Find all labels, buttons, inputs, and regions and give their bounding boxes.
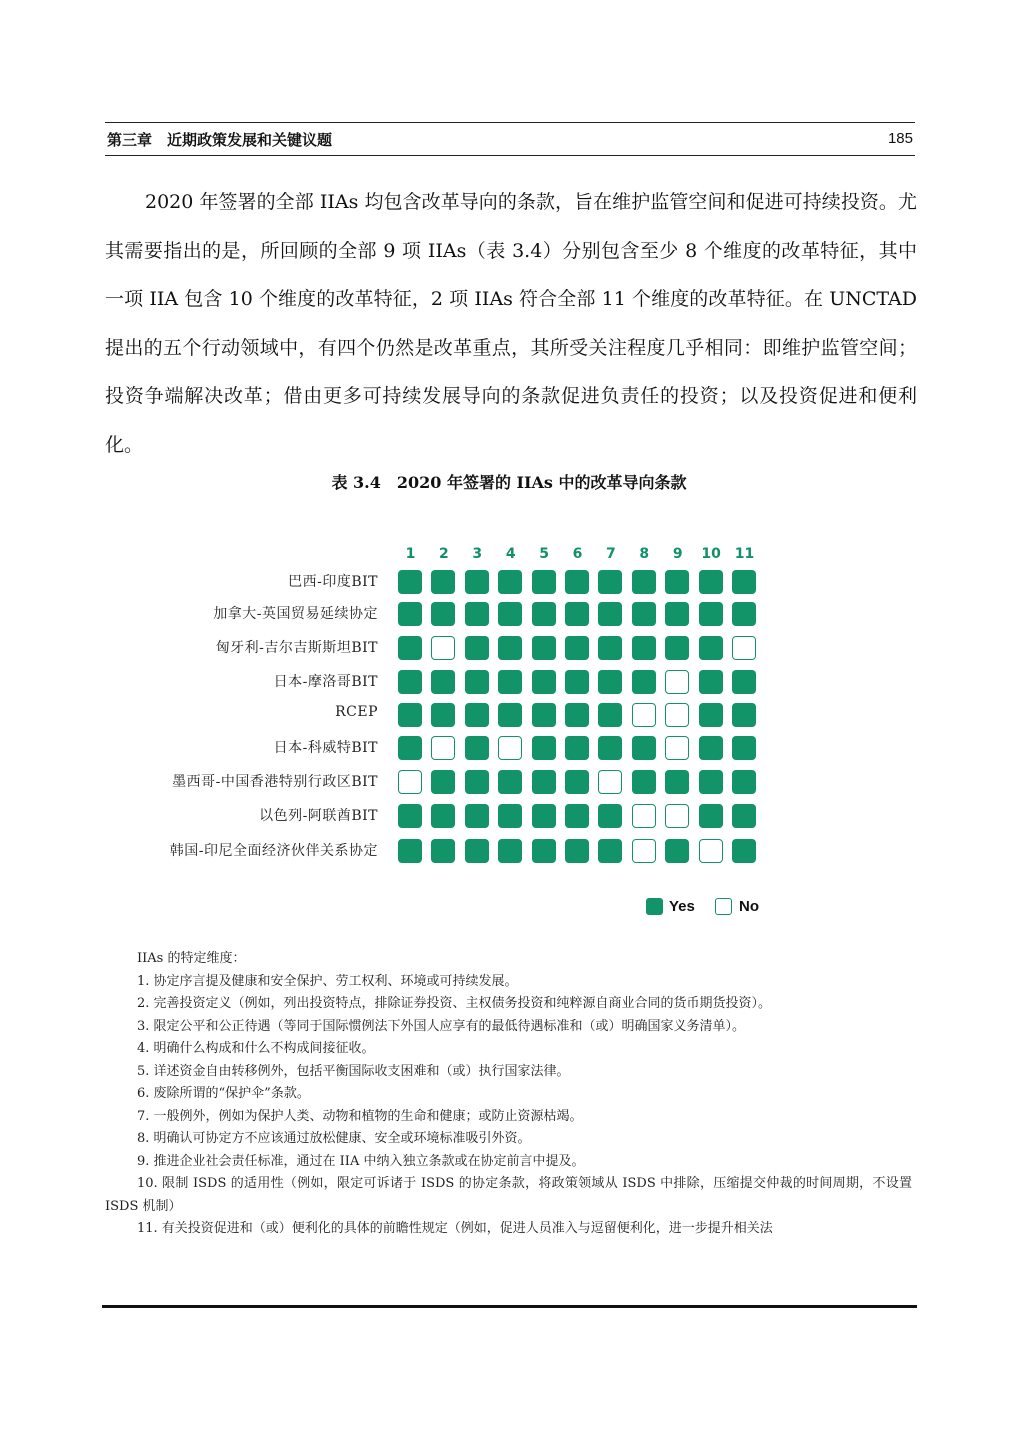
row-label: 巴西-印度BIT bbox=[288, 574, 378, 590]
row-label: 日本-摩洛哥BIT bbox=[273, 674, 378, 690]
cell-yes bbox=[532, 636, 556, 660]
cell-yes bbox=[665, 839, 689, 863]
cell-yes bbox=[532, 670, 556, 694]
column-number: 9 bbox=[672, 546, 683, 562]
note-item: 9. 推进企业社会责任标准，通过在 IIA 中纳入独立条款或在协定前言中提及。 bbox=[137, 1153, 585, 1169]
row-label: 墨西哥-中国香港特别行政区BIT bbox=[172, 774, 378, 790]
cell-yes bbox=[465, 839, 489, 863]
cell-yes bbox=[699, 804, 723, 828]
cell-no bbox=[598, 770, 622, 794]
cell-no bbox=[431, 736, 455, 760]
cell-yes bbox=[565, 736, 589, 760]
cell-yes bbox=[398, 636, 422, 660]
cell-yes bbox=[431, 602, 455, 626]
cell-no bbox=[431, 636, 455, 660]
cell-yes bbox=[565, 670, 589, 694]
notes-title: IIAs 的特定维度： bbox=[137, 951, 246, 966]
cell-yes bbox=[498, 804, 522, 828]
note-item: 2. 完善投资定义（例如，列出投资特点，排除证券投资、主权债务投资和纯粹源自商业合同的货币期货投资）。 bbox=[137, 996, 772, 1011]
legend-no-swatch bbox=[715, 898, 732, 915]
row-label: RCEP bbox=[335, 704, 378, 720]
cell-yes bbox=[465, 636, 489, 660]
cell-yes bbox=[431, 839, 455, 863]
cell-yes bbox=[598, 703, 622, 727]
cell-yes bbox=[431, 703, 455, 727]
cell-no bbox=[699, 839, 723, 863]
note-item: 4. 明确什么构成和什么不构成间接征收。 bbox=[137, 1041, 375, 1056]
page-number: 185 bbox=[887, 130, 913, 147]
column-number: 11 bbox=[734, 546, 755, 562]
cell-yes bbox=[498, 770, 522, 794]
cell-yes bbox=[465, 670, 489, 694]
cell-yes bbox=[732, 670, 756, 694]
cell-yes bbox=[732, 703, 756, 727]
cell-yes bbox=[632, 602, 656, 626]
cell-yes bbox=[565, 703, 589, 727]
note-item: 6. 废除所谓的“保护伞”条款。 bbox=[137, 1086, 310, 1101]
cell-yes bbox=[598, 670, 622, 694]
cell-yes bbox=[498, 570, 522, 594]
cell-yes bbox=[398, 736, 422, 760]
footer-rule bbox=[102, 1305, 917, 1308]
cell-no bbox=[398, 770, 422, 794]
cell-yes bbox=[532, 703, 556, 727]
legend-no-label: No bbox=[739, 898, 759, 915]
running-header bbox=[105, 122, 915, 156]
row-label: 以色列-阿联酋BIT bbox=[259, 808, 378, 824]
cell-no bbox=[665, 804, 689, 828]
cell-yes bbox=[431, 570, 455, 594]
column-number: 7 bbox=[606, 546, 616, 562]
cell-yes bbox=[632, 670, 656, 694]
cell-yes bbox=[598, 636, 622, 660]
cell-yes bbox=[732, 770, 756, 794]
note-item: 8. 明确认可协定方不应该通过放松健康、安全或环境标准吸引外资。 bbox=[137, 1131, 531, 1146]
note-item: 11. 有关投资促进和（或）便利化的具体的前瞻性规定（例如，促进人员准入与逗留便利化，进一步提升相关法 bbox=[137, 1221, 773, 1236]
cell-yes bbox=[598, 839, 622, 863]
cell-yes bbox=[699, 736, 723, 760]
cell-no bbox=[665, 703, 689, 727]
cell-yes bbox=[398, 670, 422, 694]
cell-yes bbox=[398, 570, 422, 594]
body-paragraph-block bbox=[105, 178, 917, 469]
cell-yes bbox=[465, 736, 489, 760]
row-label: 日本-科威特BIT bbox=[273, 740, 378, 756]
column-number: 5 bbox=[539, 546, 549, 562]
cell-yes bbox=[532, 736, 556, 760]
dimension-notes bbox=[105, 948, 912, 1241]
legend-yes-label: Yes bbox=[669, 898, 695, 915]
cell-yes bbox=[498, 839, 522, 863]
cell-yes bbox=[532, 804, 556, 828]
cell-yes bbox=[565, 602, 589, 626]
cell-yes bbox=[398, 703, 422, 727]
cell-yes bbox=[699, 670, 723, 694]
cell-yes bbox=[398, 804, 422, 828]
cell-yes bbox=[498, 703, 522, 727]
cell-no bbox=[498, 736, 522, 760]
cell-yes bbox=[398, 839, 422, 863]
cell-yes bbox=[532, 839, 556, 863]
cell-no bbox=[665, 670, 689, 694]
cell-yes bbox=[598, 736, 622, 760]
cell-yes bbox=[532, 570, 556, 594]
cell-yes bbox=[498, 602, 522, 626]
note-item: 10. 限制 ISDS 的适用性（例如，限定可诉诸于 ISDS 的协定条款，将政策领域从 ISDS 中排除，压缩提交仲裁的时间周期，不设置 ISDS 机制） bbox=[105, 1176, 912, 1214]
cell-yes bbox=[465, 570, 489, 594]
note-item: 3. 限定公平和公正待遇（等同于国际惯例法下外国人应享有的最低待遇标准和（或）明确国家义务清单）。 bbox=[137, 1018, 746, 1034]
cell-yes bbox=[532, 770, 556, 794]
cell-yes bbox=[699, 770, 723, 794]
column-number: 6 bbox=[572, 546, 583, 562]
cell-yes bbox=[598, 804, 622, 828]
column-number: 10 bbox=[701, 546, 721, 562]
cell-yes bbox=[465, 602, 489, 626]
cell-yes bbox=[465, 804, 489, 828]
cell-yes bbox=[632, 770, 656, 794]
column-number: 4 bbox=[505, 546, 516, 562]
cell-yes bbox=[498, 670, 522, 694]
cell-yes bbox=[465, 703, 489, 727]
row-label: 匈牙利-吉尔吉斯斯坦BIT bbox=[215, 640, 378, 656]
cell-yes bbox=[665, 770, 689, 794]
cell-yes bbox=[598, 570, 622, 594]
cell-yes bbox=[632, 736, 656, 760]
cell-no bbox=[732, 636, 756, 660]
column-number: 3 bbox=[472, 546, 483, 562]
chapter-title: 第三章 近期政策发展和关键议题 bbox=[107, 131, 333, 149]
cell-yes bbox=[665, 602, 689, 626]
cell-no bbox=[632, 804, 656, 828]
cell-yes bbox=[732, 602, 756, 626]
cell-yes bbox=[431, 804, 455, 828]
cell-yes bbox=[465, 770, 489, 794]
cell-yes bbox=[732, 804, 756, 828]
cell-yes bbox=[532, 602, 556, 626]
note-item: 7. 一般例外，例如为保护人类、动物和植物的生命和健康；或防止资源枯竭。 bbox=[137, 1108, 583, 1124]
note-item: 5. 详述资金自由转移例外，包括平衡国际收支困难和（或）执行国家法律。 bbox=[137, 1063, 570, 1079]
cell-yes bbox=[699, 636, 723, 660]
column-number: 1 bbox=[405, 546, 416, 562]
body-paragraph: 2020 年签署的全部 IIAs 均包含改革导向的条款，旨在维护监管空间和促进可持续投资。尤其需要指出的是，所回顾的全部 9 项 IIAs（表 3.4）分别包含至少 8 个维度的改革特征，其中一项 IIA 包含 10 个维度的改革特征，2 项 IIAs 符合全部 11 个维度的改革特征。在 UNCTAD 提出的五个行动领域中，有四个仍然是改革重点，其所受关注程度几乎相同：即维护监管空间；投资争端解决改革；借由更多可持续发展导向的条款促进负责任的投资；以及投资促进和便利化。 bbox=[105, 191, 917, 456]
cell-yes bbox=[565, 636, 589, 660]
cell-yes bbox=[732, 736, 756, 760]
cell-yes bbox=[565, 570, 589, 594]
cell-yes bbox=[665, 636, 689, 660]
legend-yes-swatch bbox=[646, 898, 663, 915]
cell-no bbox=[632, 703, 656, 727]
cell-yes bbox=[732, 839, 756, 863]
cell-yes bbox=[565, 839, 589, 863]
cell-yes bbox=[732, 570, 756, 594]
cell-yes bbox=[498, 636, 522, 660]
row-label: 韩国-印尼全面经济伙伴关系协定 bbox=[169, 843, 378, 859]
cell-yes bbox=[398, 602, 422, 626]
cell-yes bbox=[699, 570, 723, 594]
cell-yes bbox=[431, 670, 455, 694]
column-number: 2 bbox=[439, 546, 449, 562]
cell-yes bbox=[598, 602, 622, 626]
column-number: 8 bbox=[639, 546, 650, 562]
cell-yes bbox=[665, 570, 689, 594]
cell-no bbox=[665, 736, 689, 760]
note-item: 1. 协定序言提及健康和安全保护、劳工权利、环境或可持续发展。 bbox=[137, 973, 518, 989]
cell-yes bbox=[699, 602, 723, 626]
row-label: 加拿大-英国贸易延续协定 bbox=[213, 606, 378, 622]
table-title: 表 3.4 2020 年签署的 IIAs 中的改革导向条款 bbox=[331, 473, 687, 492]
cell-yes bbox=[632, 570, 656, 594]
cell-no bbox=[632, 839, 656, 863]
cell-yes bbox=[565, 770, 589, 794]
cell-yes bbox=[431, 770, 455, 794]
cell-yes bbox=[632, 636, 656, 660]
cell-yes bbox=[699, 703, 723, 727]
cell-yes bbox=[565, 804, 589, 828]
